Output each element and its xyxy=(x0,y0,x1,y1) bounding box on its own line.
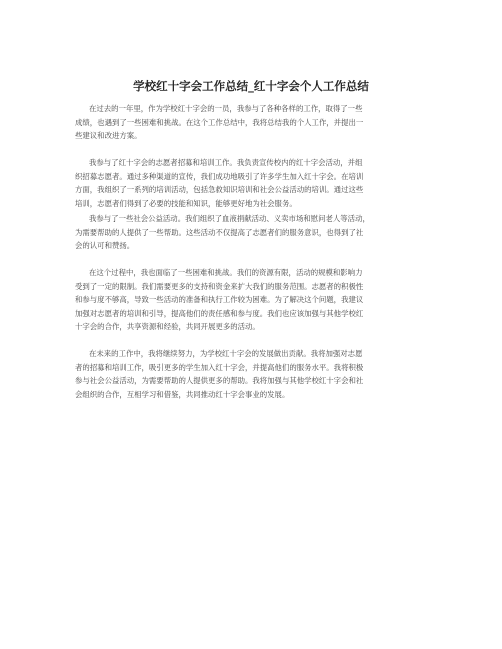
paragraph-line: 我参与了一些社会公益活动。我们组织了血液捐献活动、义卖市场和慰问老人等活动， xyxy=(89,214,370,223)
paragraph-3 xyxy=(75,212,424,253)
paragraph-line: 在这个过程中，我也面临了一些困难和挑战。我们的资源有限，活动的规模和影响力 xyxy=(89,268,363,277)
paragraph-line: 会组织的合作，互相学习和借鉴，共同推动红十字会事业的发展。 xyxy=(75,389,290,399)
paragraph-line: 织招募志愿者。通过多种渠道的宣传，我们成功地吸引了许多学生加入红十字会。在培训 xyxy=(75,171,364,181)
paragraph-line: 培训，志愿者们得到了必要的技能和知识，能够更好地为社会服务。 xyxy=(75,198,297,208)
paragraph-line: 些建议和改进方案。 xyxy=(75,131,142,140)
paragraph-line: 在未来的工作中，我将继续努力，为学校红十字会的发展做出贡献。我将加强对志愿 xyxy=(89,349,363,358)
paragraph-line: 受到了一定的限制。我们需要更多的支持和资金来扩大我们的服务范围。志愿者的积极性 xyxy=(75,281,364,291)
paragraph-line: 为需要帮助的人提供了一些帮助。这些活动不仅提高了志愿者们的服务意识，也得到了社 xyxy=(75,227,364,237)
paragraph-line: 十字会的合作，共享资源和经验，共同开展更多的活动。 xyxy=(75,322,260,331)
paragraph-1 xyxy=(75,102,424,143)
paragraph-2 xyxy=(75,156,424,210)
paragraph-4 xyxy=(75,266,424,334)
paragraph-line: 在过去的一年里，作为学校红十字会的一员，我参与了各种各样的工作，取得了一些 xyxy=(89,104,363,113)
paragraph-line: 成绩，也遇到了一些困难和挑战。在这个工作总结中，我将总结我的个人工作，并提出一 xyxy=(75,117,364,127)
paragraph-line: 参与社会公益活动，为需要帮助的人提供更多的帮助。我将加强与其他学校红十字会和社 xyxy=(75,376,364,385)
paragraph-line: 和参与度不够高，导致一些活动的准备和执行工作较为困难。为了解决这个问题，我建议 xyxy=(75,295,364,304)
paragraph-line: 方面，我组织了一系列的培训活动，包括急救知识培训和社会公益活动的培训。通过这些 xyxy=(75,185,364,194)
paragraph-5 xyxy=(75,347,424,401)
document-title: 学校红十字会工作总结_红十字会个人工作总结 xyxy=(133,79,369,93)
paragraph-line: 我参与了红十字会的志愿者招募和培训工作。我负责宣传校内的红十字会活动，并组 xyxy=(89,158,363,167)
paragraph-line: 会的认可和赞扬。 xyxy=(75,241,135,250)
paragraph-line: 加强对志愿者的培训和引导，提高他们的责任感和参与度。我们也应该加强与其他学校红 xyxy=(75,308,364,318)
paragraph-line: 者的招募和培训工作，吸引更多的学生加入红十字会，并提高他们的服务水平。我将积极 xyxy=(75,362,364,372)
